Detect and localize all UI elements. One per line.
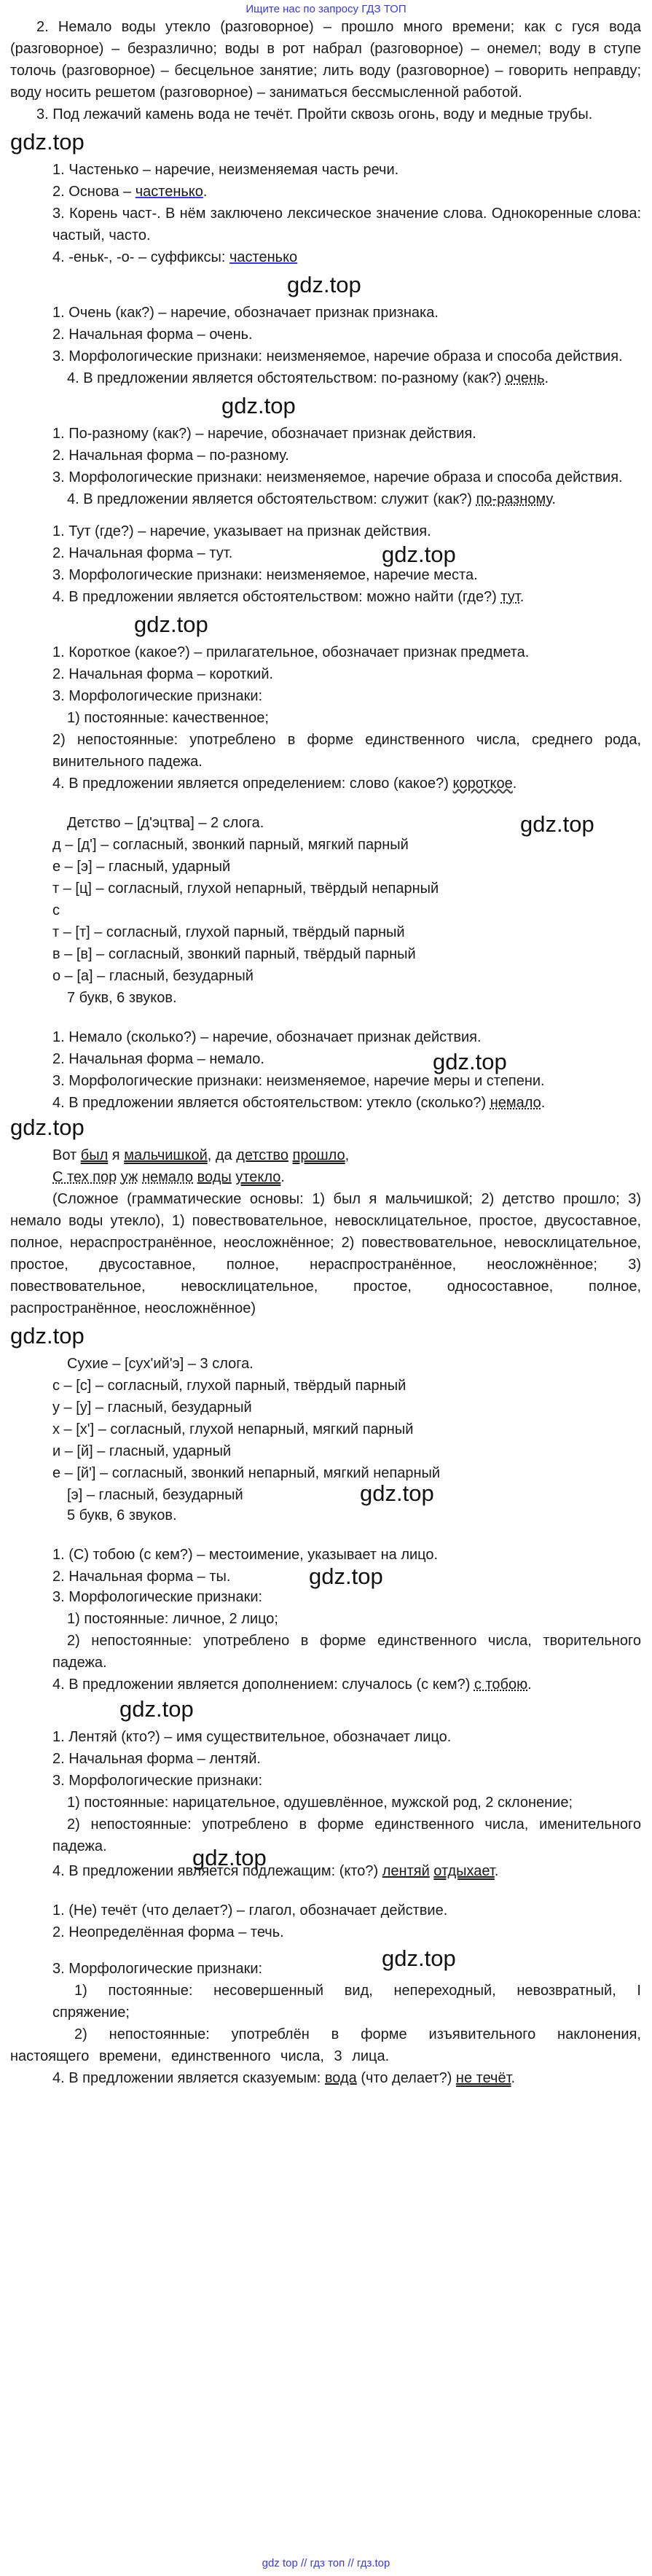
phonetic-title: Сухие – [сух'ий'э] – 3 слога. — [67, 1356, 254, 1372]
watermark: gdz.top — [10, 1115, 85, 1140]
line: 4. В предложении является сказуемым: вода (что делает?) не течёт. — [52, 2070, 516, 2086]
line: 4. В предложении является подлежащим: (кто?) лентяй отдыхает. — [52, 1863, 499, 1879]
block-chastenko — [10, 159, 641, 268]
phonetic-detstvo — [10, 812, 641, 1009]
phonetic-title: Детство – [д'эцтва] – 2 слога. — [67, 815, 264, 831]
phonetic-row: д – [д'] – согласный, звонкий парный, мягкий парный — [52, 837, 409, 853]
phonetic-summary: 5 букв, 6 звуков. — [67, 1507, 177, 1523]
line: 3. Морфологические признаки: — [52, 688, 263, 704]
line: 2. Начальная форма – лентяй. — [52, 1751, 261, 1767]
line: 1) постоянные: личное, 2 лицо; — [67, 1611, 278, 1627]
line: 2) непостоянные: употреблено в форме единственного числа, именительного падежа. — [52, 1816, 641, 1854]
line: 4. В предложении является обстоятельством: утекло (сколько?) немало. — [52, 1095, 546, 1111]
watermark: gdz.top — [221, 393, 296, 418]
line: 1. Немало (сколько?) – наречие, обозначает признак действия. — [52, 1029, 482, 1045]
block-techet — [10, 1900, 641, 2089]
watermark: gdz.top — [520, 811, 594, 837]
phonetic-row: у – [у] – гласный, безударный — [52, 1400, 252, 1416]
word-adverbial: очень — [505, 370, 545, 386]
line: 4. В предложении является обстоятельством: служит (как?) по-разному. — [67, 491, 556, 507]
line: 3. Морфологические признаки: неизменяемое, наречие образа и способа действия. — [52, 469, 623, 485]
block-tut — [10, 520, 641, 608]
watermark: gdz.top — [10, 129, 85, 155]
footer-links[interactable]: gdz top // гдз топ // гдз.top — [262, 2557, 390, 2569]
line: 2. Начальная форма – короткий. — [52, 666, 274, 682]
sentence-parse — [10, 1144, 641, 1319]
block-lentyai — [10, 1726, 641, 1882]
line: 1. По-разному (как?) – наречие, обозначает признак действия. — [52, 426, 476, 442]
word-predicate: не течёт — [455, 2070, 511, 2086]
watermark: gdz.top — [192, 1845, 267, 1870]
line: 2) непостоянные: употреблено в форме единственного числа, среднего рода, винительного падежа. — [52, 732, 641, 770]
line: 1. (Не) течёт (что делает?) – глагол, обозначает действие. — [52, 1902, 448, 1919]
block-nemalo — [10, 1026, 641, 1114]
phonetic-row: х – [х'] – согласный, глухой непарный, мягкий парный — [52, 1421, 414, 1437]
line: 2. Неопределённая форма – течь. — [52, 1924, 284, 1940]
line: 1. Частенько – наречие, неизменяемая часть речи. — [52, 162, 399, 178]
phonetic-row: в – [в] – согласный, звонкий парный, твёрдый парный — [52, 946, 416, 962]
line: 3. Морфологические признаки: неизменяемое, наречие меры и степени. — [52, 1073, 545, 1089]
intro-paragraph-3: 3. Под лежачий камень вода не течёт. Пройти сквозь огонь, воду и медные трубы. — [36, 106, 593, 122]
phonetic-row: и – [й] – гласный, ударный — [52, 1443, 232, 1459]
sentence-analysis: (Сложное (грамматические основы: 1) был я мальчишкой; 2) детство прошло; 3) немало воды утекло), 1) повествовательное, невосклицательное, простое, двусоставное, полное, нераспространённое, неосложнённое; 2) повествовательное, невосклицательное, простое, двусоставное, полное, нераспространённое, неосложнённое; 3) повествовательное, невосклицательное, простое, односоставное, полное, распространённое, неосложнённое) — [10, 1191, 641, 1316]
line: 2. Начальная форма – ты. — [52, 1569, 231, 1585]
line: 3. Морфологические признаки: — [52, 1773, 263, 1789]
word-object: с тобою — [474, 1677, 528, 1693]
word-subject: вода — [324, 2070, 357, 2086]
line: 2) непостоянные: употреблён в форме изъявительного наклонения, настоящего времени, единственного числа, 3 лица. — [10, 2026, 641, 2064]
watermark: gdz.top — [433, 1049, 507, 1074]
word-adverbial: немало — [490, 1095, 541, 1111]
sentence-line-2: С тех пор уж немало воды утекло. — [52, 1169, 285, 1185]
word-adverbial: тут — [500, 589, 520, 605]
line: 2. Основа – частенько. — [52, 184, 208, 200]
intro-paragraph-2: 2. Немало воды утекло (разговорное) – прошло много времени; как с гуся вода (разговорное) – безразлично; воды в рот набрал (разговорное) – онемел; воду в ступе толочь (разговорное) – бесцельное занятие; лить воду (разговорное) – говорить неправду; воду носить решетом (разговорное) – заниматься бессмысленной работой. — [10, 19, 641, 101]
line: 4. В предложении является дополнением: случалось (с кем?) с тобою. — [52, 1677, 532, 1693]
watermark: gdz.top — [119, 1696, 194, 1722]
phonetic-row: с — [52, 902, 60, 918]
block-po-raznomu — [10, 423, 641, 510]
line: 2. Начальная форма – по-разному. — [52, 448, 289, 464]
watermark: gdz.top — [287, 272, 361, 297]
line: 3. Морфологические признаки: — [52, 1589, 263, 1605]
document-body — [10, 16, 641, 2089]
block-korotkoe — [10, 641, 641, 795]
line: 4. В предложении является обстоятельством: можно найти (где?) тут. — [52, 589, 525, 605]
line: 1. Лентяй (кто?) – имя существительное, обозначает лицо. — [52, 1729, 452, 1745]
word-subject: лентяй — [382, 1863, 430, 1879]
sentence-line-1: Вот был я мальчишкой, да детство прошло, — [52, 1147, 350, 1163]
line: 3. Морфологические признаки: неизменяемое, наречие места. — [52, 567, 478, 583]
line: 1. Очень (как?) – наречие, обозначает признак признака. — [52, 305, 439, 321]
line: 2. Начальная форма – немало. — [52, 1051, 264, 1067]
watermark: gdz.top — [10, 1323, 85, 1349]
line: 1. Короткое (какое?) – прилагательное, обозначает признак предмета. — [52, 644, 530, 660]
line: 1. Тут (где?) – наречие, указывает на признак действия. — [52, 523, 431, 539]
phonetic-row: т – [т] – согласный, глухой парный, твёрдый парный — [52, 924, 405, 940]
line: 2) непостоянные: употреблено в форме единственного числа, творительного падежа. — [52, 1633, 641, 1671]
phonetic-row: е – [э] – гласный, ударный — [52, 859, 231, 875]
word-stem: частенько — [135, 184, 203, 200]
phonetic-row: с – [с] – согласный, глухой парный, твёрдый парный — [52, 1378, 406, 1394]
phonetic-row: т – [ц] – согласный, глухой непарный, твёрдый непарный — [52, 881, 439, 897]
phonetic-summary: 7 букв, 6 звуков. — [67, 990, 177, 1006]
phonetic-row: о – [а] – гласный, безударный — [52, 968, 254, 984]
line: 1) постоянные: качественное; — [67, 710, 269, 726]
phonetic-sukhie — [10, 1353, 641, 1526]
watermark: gdz.top — [382, 1945, 456, 1971]
watermark: gdz.top — [309, 1564, 383, 1589]
line: 4. В предложении является обстоятельством: по-разному (как?) очень. — [67, 370, 549, 386]
line: 4. В предложении является определением: слово (какое?) короткое. — [52, 776, 517, 792]
watermark: gdz.top — [382, 542, 456, 567]
line: 1. (С) тобою (с кем?) – местоимение, указывает на лицо. — [52, 1547, 439, 1563]
line: 4. -еньк-, -о- – суффиксы: частенько — [52, 249, 298, 265]
line: 3. Корень част-. В нём заключено лексическое значение слова. Однокоренные слова: частый, часто. — [52, 206, 641, 243]
word-adverbial: по-разному — [476, 491, 552, 507]
line: 1) постоянные: несовершенный вид, непереходный, невозвратный, I спряжение; — [52, 1983, 641, 2021]
watermark: gdz.top — [360, 1480, 434, 1506]
line: 3. Морфологические признаки: — [52, 1961, 263, 1977]
block-toboyu — [10, 1544, 641, 1695]
phonetic-row: [э] – гласный, безударный — [67, 1487, 243, 1503]
top-banner[interactable]: Ищите нас по запросу ГДЗ ТОП — [246, 3, 406, 15]
block-ochen — [10, 302, 641, 389]
word-suffixes: частенько — [229, 249, 298, 265]
line: 2. Начальная форма – тут. — [52, 545, 233, 561]
word-attribute: короткое — [452, 776, 513, 792]
line: 3. Морфологические признаки: неизменяемое, наречие образа и способа действия. — [52, 348, 623, 364]
line: 2. Начальная форма – очень. — [52, 327, 253, 343]
watermark: gdz.top — [134, 612, 208, 637]
line: 1) постоянные: нарицательное, одушевлённое, мужской род, 2 склонение; — [67, 1795, 573, 1811]
phonetic-row: е – [й'] – согласный, звонкий непарный, мягкий непарный — [52, 1465, 441, 1481]
word-predicate: отдыхает — [433, 1863, 495, 1879]
